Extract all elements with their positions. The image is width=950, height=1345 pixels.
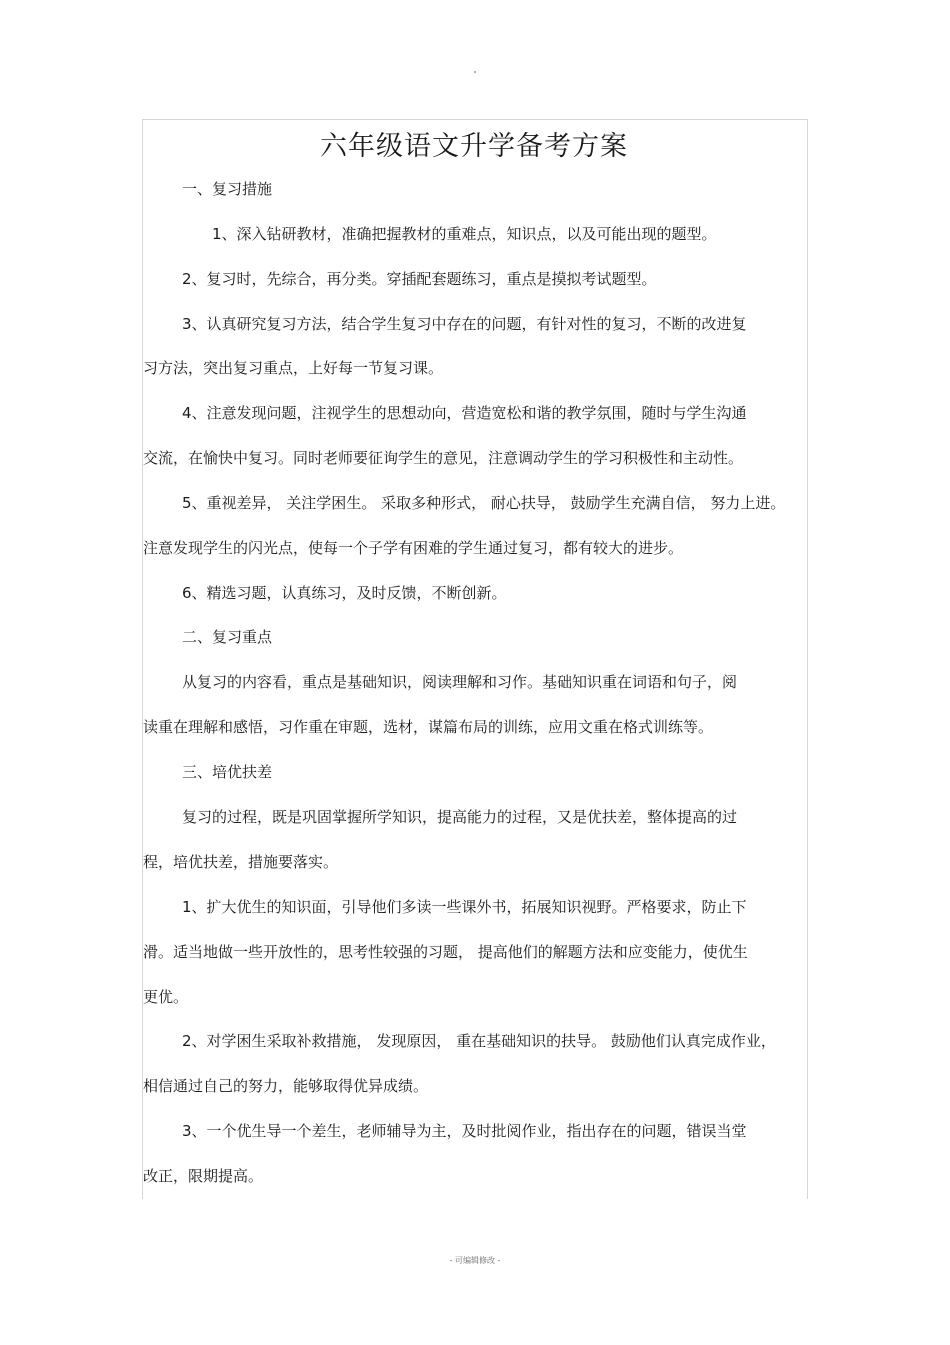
paragraph-line: 滑。适当地做一些开放性的，思考性较强的习题， 提高他们的解题方法和应变能力，使优生 bbox=[143, 943, 748, 961]
paragraph-line: 1、扩大优生的知识面，引导他们多读一些课外书，拓展知识视野。严格要求，防止下 bbox=[182, 898, 747, 916]
paragraph-line: 注意发现学生的闪光点，使每一个子学有困难的学生通过复习，都有较大的进步。 bbox=[143, 539, 684, 557]
document-title: 六年级语文升学备考方案 bbox=[320, 131, 628, 162]
paragraph-line: 2、复习时，先综合，再分类。穿插配套题练习，重点是摸拟考试题型。 bbox=[182, 270, 657, 288]
paragraph-line: 1、深入钻研教材，准确把握教材的重难点，知识点，以及可能出现的题型。 bbox=[212, 225, 717, 243]
paragraph-line: 程，培优扶差，措施要落实。 bbox=[143, 853, 339, 871]
paragraph-line: 3、一个优生导一个差生，老师辅导为主，及时批阅作业，指出存在的问题，错误当堂 bbox=[182, 1122, 747, 1140]
paragraph-line: 改正，限期提高。 bbox=[143, 1167, 264, 1185]
paragraph-line: 5、重视差异， 关注学困生。 采取多种形式， 耐心扶导， 鼓励学生充满自信， 努力上进。 bbox=[182, 494, 786, 512]
paragraph-line: 习方法，突出复习重点，上好每一节复习课。 bbox=[143, 359, 444, 377]
paragraph-line: 从复习的内容看，重点是基础知识，阅读理解和习作。基础知识重在词语和句子，阅 bbox=[182, 673, 738, 691]
paragraph-line: 相信通过自己的努力，能够取得优异成绩。 bbox=[143, 1077, 429, 1095]
paragraph-line: 读重在理解和感悟，习作重在审题，选材，谋篇布局的训练，应用文重在格式训练等。 bbox=[143, 718, 714, 736]
paragraph-line: 3、认真研究复习方法，结合学生复习中存在的问题，有针对性的复习，不断的改进复 bbox=[182, 315, 747, 333]
page-footer: - 可编辑修改 - bbox=[449, 1256, 501, 1265]
paragraph-line: 交流，在愉快中复习。同时老师要征询学生的意见，注意调动学生的学习积极性和主动性。 bbox=[143, 449, 744, 467]
paragraph-line: 更优。 bbox=[143, 988, 189, 1006]
paragraph-line: 4、注意发现问题，注视学生的思想动向，营造宽松和谐的教学氛围，随时与学生沟通 bbox=[182, 404, 747, 422]
paragraph-line: 2、对学困生采取补救措施， 发现原因， 重在基础知识的扶导。 鼓励他们认真完成作业， bbox=[182, 1032, 776, 1050]
section-heading: 一、复习措施 bbox=[182, 180, 273, 198]
section-heading: 三、培优扶差 bbox=[182, 763, 273, 781]
section-heading: 二、复习重点 bbox=[182, 628, 273, 646]
paragraph-line: 6、精选习题，认真练习，及时反馈，不断创新。 bbox=[182, 584, 507, 602]
header-mark: " bbox=[473, 70, 477, 79]
paragraph-line: 复习的过程，既是巩固掌握所学知识，提高能力的过程，又是优扶差，整体提高的过 bbox=[182, 808, 738, 826]
